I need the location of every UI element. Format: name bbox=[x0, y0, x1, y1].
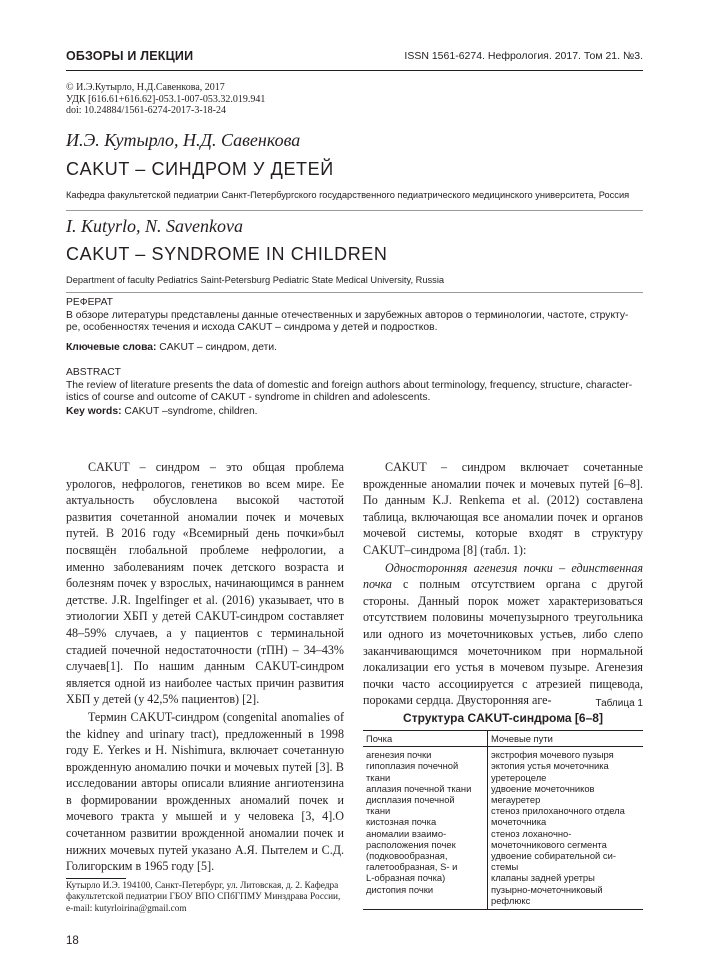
italic-term: Односторонняя агенезия почки – единственная почка bbox=[363, 560, 643, 592]
table-line: мегауретер bbox=[491, 794, 541, 806]
affiliation-ru: Кафедра факультетской педиатрии Санкт-Петербургского государственного педиатрического медицинского университета, Россия bbox=[66, 190, 630, 200]
keywords-en-text: CAKUT –syndrome, children. bbox=[121, 405, 258, 417]
table-line: стеноз прилоханочного отдела bbox=[491, 805, 625, 817]
kidney-cell bbox=[363, 747, 488, 910]
table-line: агенезия почки bbox=[366, 749, 432, 761]
body-paragraph bbox=[363, 560, 643, 709]
authors-ru: И.Э. Кутырло, Н.Д. Савенкова bbox=[66, 130, 301, 150]
table-line: гипоплазия почечной bbox=[366, 760, 459, 772]
keywords-ru-label: Ключевые слова: bbox=[66, 341, 157, 353]
table-line: L-образная почка) bbox=[366, 872, 446, 884]
doi-line: doi: 10.24884/1561-6274-2017-3-18-24 bbox=[66, 105, 226, 117]
footnote-rule bbox=[66, 878, 126, 879]
table-title: Структура CAKUT-синдрома [6–8] bbox=[403, 711, 603, 725]
table-line: ткани bbox=[366, 771, 391, 783]
abstract-ru bbox=[66, 297, 643, 354]
abstract-ru-line: В обзоре литературы представлены данные отечественных и зарубежных авторов о терминологии, частоте, структу- bbox=[66, 309, 629, 321]
abstract-ru-heading: РЕФЕРАТ bbox=[66, 297, 113, 308]
table-line: клапаны задней уретры bbox=[491, 872, 595, 884]
title-en: CAKUT – SYNDROME IN CHILDREN bbox=[66, 244, 388, 264]
table-line: галетообразная, S- и bbox=[366, 861, 458, 873]
table-line: удвоение мочеточников bbox=[491, 782, 595, 794]
divider-ru bbox=[66, 210, 643, 211]
body-column-left bbox=[66, 459, 344, 875]
structure-table bbox=[363, 730, 643, 910]
table-caption: Таблица 1 bbox=[595, 698, 643, 709]
table-line: аномалии взаимо- bbox=[366, 827, 447, 839]
keywords-en bbox=[66, 406, 643, 419]
article-meta bbox=[66, 82, 265, 117]
body-column-right bbox=[363, 459, 643, 709]
journal-info: ISSN 1561-6274. Нефрология. 2017. Том 21. №3. bbox=[404, 50, 643, 62]
body-paragraph: Термин CAKUT-синдром (congenital anomalies of the kidney and urinary tract), предложенный в 1998 году E. Yerkes и H. Nishimura, включает сочетанную врожденную аномалию почки и мочевых путей [3]. В исследовании авторы описали влияние ангиотензина в формировании врожденных аномалий почек и мочевого тракта у мышей и у человека [3, 4].О сочетанном развитии врожденной аномалии почек и нижних мочевых путей указано А.Я. Пытелем и С.Д. Голигорским в 1965 году [5]. bbox=[66, 709, 344, 874]
table-line: экстрофия мочевого пузыря bbox=[491, 749, 614, 761]
footnote-email: e-mail: kutyrloirina@gmail.com bbox=[66, 903, 187, 914]
abstract-ru-line: ре, особенностях течения и исхода CAKUT – синдрома у детей и подростков. bbox=[66, 322, 438, 334]
table-line: дисплазия почечной bbox=[366, 794, 455, 806]
table-line: уретероцеле bbox=[491, 771, 547, 783]
abstract-en-line: istics of course and outcome of CAKUT - syndrome in children and adolescents. bbox=[66, 392, 431, 404]
table-line: (подковообразная, bbox=[366, 850, 448, 862]
table-line: расположения почек bbox=[366, 838, 456, 850]
udc-line: УДК [616.61+616.62]-053.1-007-053.32.019.941 bbox=[66, 93, 266, 105]
table-line: кистозная почка bbox=[366, 816, 437, 828]
title-ru: CAKUT – СИНДРОМ У ДЕТЕЙ bbox=[66, 159, 334, 179]
table-line: пузырно-мочеточниковый bbox=[491, 883, 603, 895]
table-row bbox=[363, 747, 643, 910]
body-text: с полным отсутствием органа с другой стороны. Данный порок может характеризоваться отсутствием половины мочепузырного треугольника или одного из мочеточниковых устьев, либо слепо заканчивающимся мочеточником при нормальной локализации его устья в мочевом пузыре. Агенезия почки часто ассоциируется с атрезией пищевода, пороками сердца. Двусторонняя аге- bbox=[363, 577, 643, 708]
table-header-cell: Мочевые пути bbox=[488, 731, 644, 747]
affiliation-en: Department of faculty Pediatrics Saint-Petersburg Pediatric State Medical University, Russia bbox=[66, 275, 445, 285]
footnote bbox=[66, 881, 346, 915]
table-header-row bbox=[363, 731, 643, 747]
table bbox=[363, 730, 643, 910]
footnote-line: Кутырло И.Э. 194100, Санкт-Петербург, ул. Литовская, д. 2. Кафедра bbox=[66, 881, 339, 891]
table-line: мочеточника bbox=[491, 816, 547, 828]
body-paragraph: CAKUT – синдром – это общая проблема урологов, нефрологов, генетиков во всем мире. Ее актуальность обусловлена высокой частотой развития сочетанной аномалии почек и мочевых путей. В 2016 году «Всемирный день почки»был посвящён глобальной проблеме нефрологии, а именно заболеваниям почек детского возраста и болезням почек у взрослых, начинающимся в раннем детстве. J.R. Ingelfinger et al. (2016) указывает, что в этиологии ХБП у детей CAKUT-синдром составляет 48–59% случаев, а у пациентов с терминальной стадией почечной недостаточности (тПН) – 34–43% случаев[1]. По нашим данным CAKUT-синдром является одной из наиболее частых причин развития ХБП у детей (у 42,5% пациентов) [2]. bbox=[66, 460, 344, 707]
authors-en: I. Kutyrlo, N. Savenkova bbox=[66, 216, 243, 236]
table-line: эктопия устья мочеточника bbox=[491, 760, 609, 772]
table-line: стемы bbox=[491, 861, 519, 873]
table-line: мочеточникового сегмента bbox=[491, 838, 607, 850]
page-number: 18 bbox=[66, 935, 79, 947]
divider-en bbox=[66, 292, 643, 293]
abstract-en-line: The review of literature presents the data of domestic and foreign authors about terminology, frequency, structure, character- bbox=[66, 379, 633, 391]
copyright-line: © И.Э.Кутырло, Н.Д.Савенкова, 2017 bbox=[66, 82, 225, 93]
table-line: стеноз лоханочно- bbox=[491, 827, 572, 839]
header-rule bbox=[66, 70, 643, 71]
table-line: рефлюкс bbox=[491, 894, 531, 906]
table-header-cell: Почка bbox=[363, 731, 488, 747]
keywords-ru bbox=[66, 342, 643, 355]
keywords-ru-text: CAKUT – синдром, дети. bbox=[156, 341, 278, 353]
table-line: дистопия почки bbox=[366, 883, 434, 895]
section-name: ОБЗОРЫ И ЛЕКЦИИ bbox=[66, 49, 194, 63]
footnote-line: факультетской педиатрии ГБОУ ВПО СПбГПМУ Минздрава России, bbox=[66, 892, 341, 903]
abstract-en-heading: ABSTRACT bbox=[66, 367, 121, 378]
abstract-en bbox=[66, 367, 643, 418]
urinary-tract-cell bbox=[488, 747, 644, 910]
table-line: ткани bbox=[366, 805, 391, 817]
keywords-en-label: Key words: bbox=[66, 405, 122, 417]
table-line: удвоение собирательной си- bbox=[491, 850, 616, 862]
body-paragraph: CAKUT – синдром включает сочетанные врожденные аномалии почек и мочевых путей [6–8]. По данным K.J. Renkema et al. (2012) составлена таблица, включающая все аномалии почек и органов мочевой системы, которые входят в структуру CAKUT–синдрома [8] (табл. 1): bbox=[363, 460, 643, 557]
table-line: аплазия почечной ткани bbox=[366, 782, 472, 794]
